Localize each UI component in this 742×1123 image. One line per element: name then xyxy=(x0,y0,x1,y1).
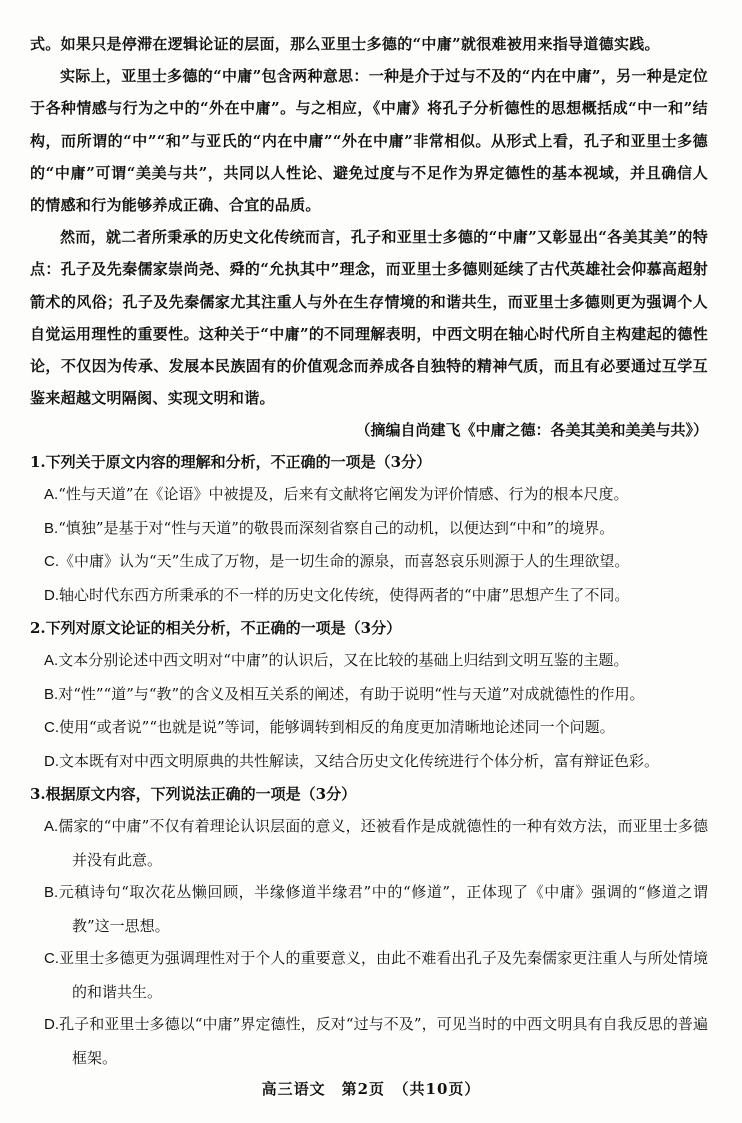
option-c xyxy=(30,545,708,579)
option-a xyxy=(30,478,708,512)
option-text: “性与天道”在《论语》中被提及，后来有文献将它阐发为评价情感、行为的根本尺度。 xyxy=(58,485,629,504)
option-text: 《中庸》认为“天”生成了万物，是一切生命的源泉，而喜怒哀乐则源于人的生理欲望。 xyxy=(59,552,630,571)
option-a xyxy=(30,810,708,876)
option-letter: C. xyxy=(44,950,59,968)
option-text: 轴心时代东西方所秉承的不一样的历史文化传统，使得两者的“中庸”思想产生了不同。 xyxy=(59,585,630,604)
option-letter: D. xyxy=(44,752,59,770)
option-text: 元稹诗句“取次花丛懒回顾，半缘修道半缘君”中的“修道”，正体现了《中庸》强调的“修道之谓教”这一思想。 xyxy=(58,883,708,935)
option-letter: C. xyxy=(44,719,59,737)
question-stem: 1.下列关于原文内容的理解和分析，不正确的一项是（3分） xyxy=(30,453,432,472)
option-d xyxy=(30,745,708,779)
option-text: 儒家的“中庸”不仅有着理论认识层面的意义，还被看作是成就德性的一种有效方法，而亚里士多德并没有此意。 xyxy=(58,817,708,869)
option-letter: C. xyxy=(44,553,59,571)
option-text: 对“性”“道”与“教”的含义及相互关系的阐述，有助于说明“性与天道”对成就德性的作用。 xyxy=(58,684,645,703)
option-letter: D. xyxy=(44,1016,59,1034)
option-b xyxy=(30,876,708,942)
option-letter: B. xyxy=(44,685,59,703)
passage-paragraph-3: 然而，就二者所秉承的历史文化传统而言，孔子和亚里士多德的“中庸”又彰显出“各美其美”的特点：孔子及先秦儒家崇尚尧、舜的“允执其中”理念，而亚里士多德则延续了古代英雄社会仰慕高超射箭术的风俗；孔子及先秦儒家尤其注重人与外在生存情境的和谐共生，而亚里士多德则更为强调个人自觉运用理性的重要性。这种关于“中庸”的不同理解表明，中西文明在轴心时代所自主构建起的德性论，不仅因为传承、发展本民族固有的价值观念而养成各自独特的精神气质，而且有必要通过互学互鉴来超越文明隔阂、实现文明和谐。 xyxy=(30,228,708,408)
passage-source: （摘编自尚建飞《中庸之德：各美其美和美美与共》） xyxy=(355,421,708,440)
option-d xyxy=(30,1008,708,1074)
option-text: 文本分别论述中西文明对“中庸”的认识后，又在比较的基础上归结到文明互鉴的主题。 xyxy=(58,651,629,670)
option-c xyxy=(30,942,708,1008)
option-text: 孔子和亚里士多德以“中庸”界定德性，反对“过与不及”，可见当时的中西文明具有自我反思的普遍框架。 xyxy=(59,1015,708,1067)
option-text: “慎独”是基于对“性与天道”的敬畏而深刻省察自己的动机，以便达到“中和”的境界。 xyxy=(58,518,615,537)
option-c xyxy=(30,711,708,745)
question-2 xyxy=(30,612,708,778)
question-3 xyxy=(30,778,708,1074)
option-letter: B. xyxy=(44,519,59,537)
passage-paragraph-2: 实际上，亚里士多德的“中庸”包含两种意思：一种是介于过与不及的“内在中庸”，另一种是定位于各种情感与行为之中的“外在中庸”。与之相应，《中庸》将孔子分析德性的思想概括成“中一和”结构，而所谓的“中”“和”与亚氏的“内在中庸”“外在中庸”非常相似。从形式上看，孔子和亚里士多德的“中庸”可谓“美美与共”，共同以人性论、避免过度与不足作为界定德性的基本视域，并且确信人的情感和行为能够养成正确、合宜的品质。 xyxy=(30,67,708,215)
option-letter: B. xyxy=(44,884,59,902)
option-d xyxy=(30,579,708,613)
option-a xyxy=(30,644,708,678)
question-stem: 2.下列对原文论证的相关分析，不正确的一项是（3分） xyxy=(30,619,402,638)
option-b xyxy=(30,512,708,546)
reading-passage xyxy=(30,28,708,414)
option-letter: A. xyxy=(44,818,59,836)
page-footer: 高三语文 第2页 （共10页） xyxy=(261,1080,481,1098)
option-letter: D. xyxy=(44,586,59,604)
option-text: 文本既有对中西文明原典的共性解读，又结合历史文化传统进行个体分析，富有辩证色彩。 xyxy=(59,751,660,770)
option-text: 使用“或者说”“也就是说”等词，能够调转到相反的角度更加清晰地论述同一个问题。 xyxy=(59,718,615,737)
question-1 xyxy=(30,446,708,612)
option-letter: A. xyxy=(44,652,59,670)
question-stem: 3.根据原文内容，下列说法正确的一项是（3分） xyxy=(30,785,357,804)
option-text: 亚里士多德更为强调理性对于个人的重要意义，由此不难看出孔子及先秦儒家更注重人与所处情境的和谐共生。 xyxy=(59,949,708,1001)
option-b xyxy=(30,678,708,712)
option-letter: A. xyxy=(44,486,59,504)
passage-paragraph-1: 式。如果只是停滞在逻辑论证的层面，那么亚里士多德的“中庸”就很难被用来指导道德实践。 xyxy=(30,35,660,53)
